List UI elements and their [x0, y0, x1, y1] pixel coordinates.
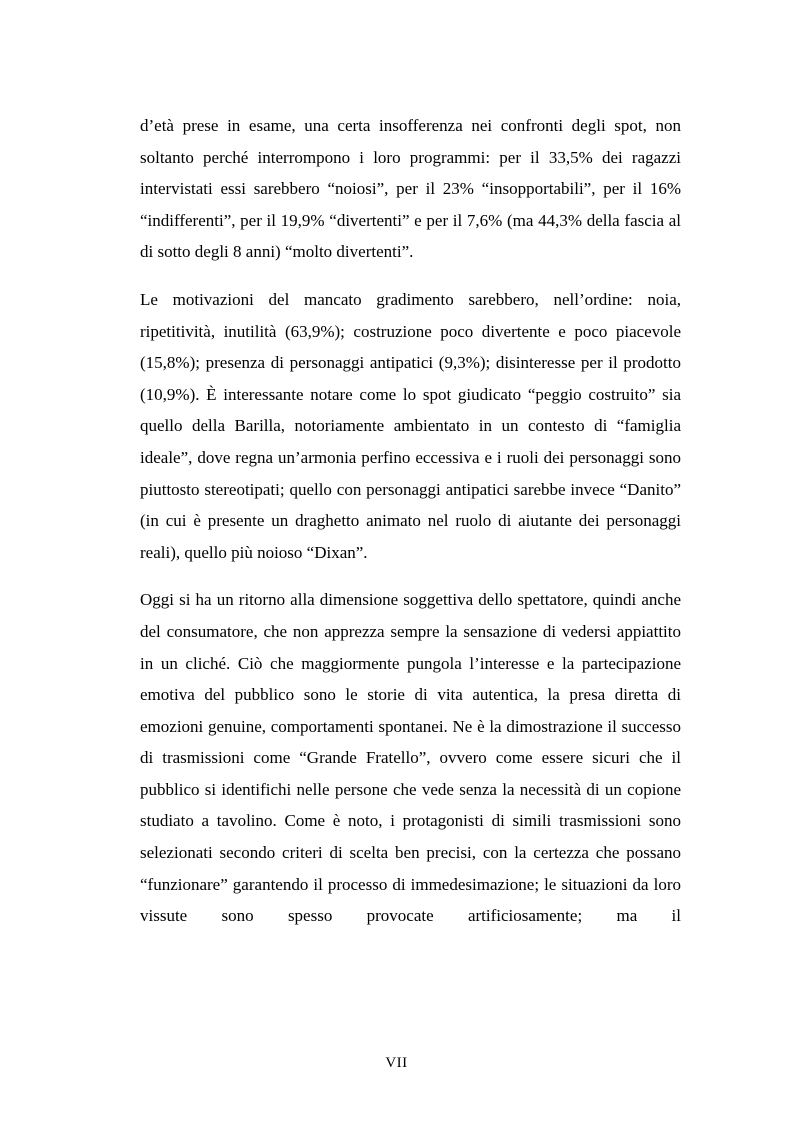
paragraph-dislike-reasons: Le motivazioni del mancato gradimento sarebbero, nell’ordine: noia, ripetitività, inutilità (63,9%); costruzione poco divertente e poco piacevole (15,8%); presenza di personaggi antipatici (9,3%); disinteresse per il prodotto (10,9%). È interessante notare come lo spot giudicato “peggio costruito” sia quello della Barilla, notoriamente ambientato in un contesto di “famiglia ideale”, dove regna un’armonia perfino eccessiva e i ruoli dei personaggi sono piuttosto stereotipati; quello con personaggi antipatici sarebbe invece “Danito” (in cui è presente un draghetto animato nel ruolo di aiutante dei personaggi reali), quello più noioso “Dixan”. [140, 289, 681, 562]
page-body [140, 110, 681, 948]
page-number: VII [385, 1055, 408, 1071]
paragraph-ad-opinions: d’età prese in esame, una certa insofferenza nei confronti degli spot, non soltanto perché interrompono i loro programmi: per il 33,5% dei ragazzi intervistati essi sarebbero “noiosi”, per il 23% “insopportabili”, per il 16% “indifferenti”, per il 19,9% “divertenti” e per il 7,6% (ma 44,3% della fascia al di sotto degli 8 anni) “molto divertenti”. [140, 116, 681, 262]
paragraph-subjective-viewer: Oggi si ha un ritorno alla dimensione soggettiva dello spettatore, quindi anche del consumatore, che non apprezza sempre la sensazione di vedersi appiattito in un cliché. Ciò che maggiormente pungola l’interesse e la partecipazione emotiva del pubblico sono le storie di vita autentica, la presa diretta di emozioni genuine, comportamenti spontanei. Ne è la dimostrazione il successo di trasmissioni come “Grande Fratello”, ovvero come essere sicuri che il pubblico si identifichi nelle persone che vede senza la necessità di un copione studiato a tavolino. Come è noto, i protagonisti di simili trasmissioni sono selezionati secondo criteri di scelta ben precisi, con la certezza che possano “funzionare” garantendo il processo di immedesimazione; le situazioni da loro vissute sono spesso provocate artificiosamente; ma il [140, 590, 681, 926]
